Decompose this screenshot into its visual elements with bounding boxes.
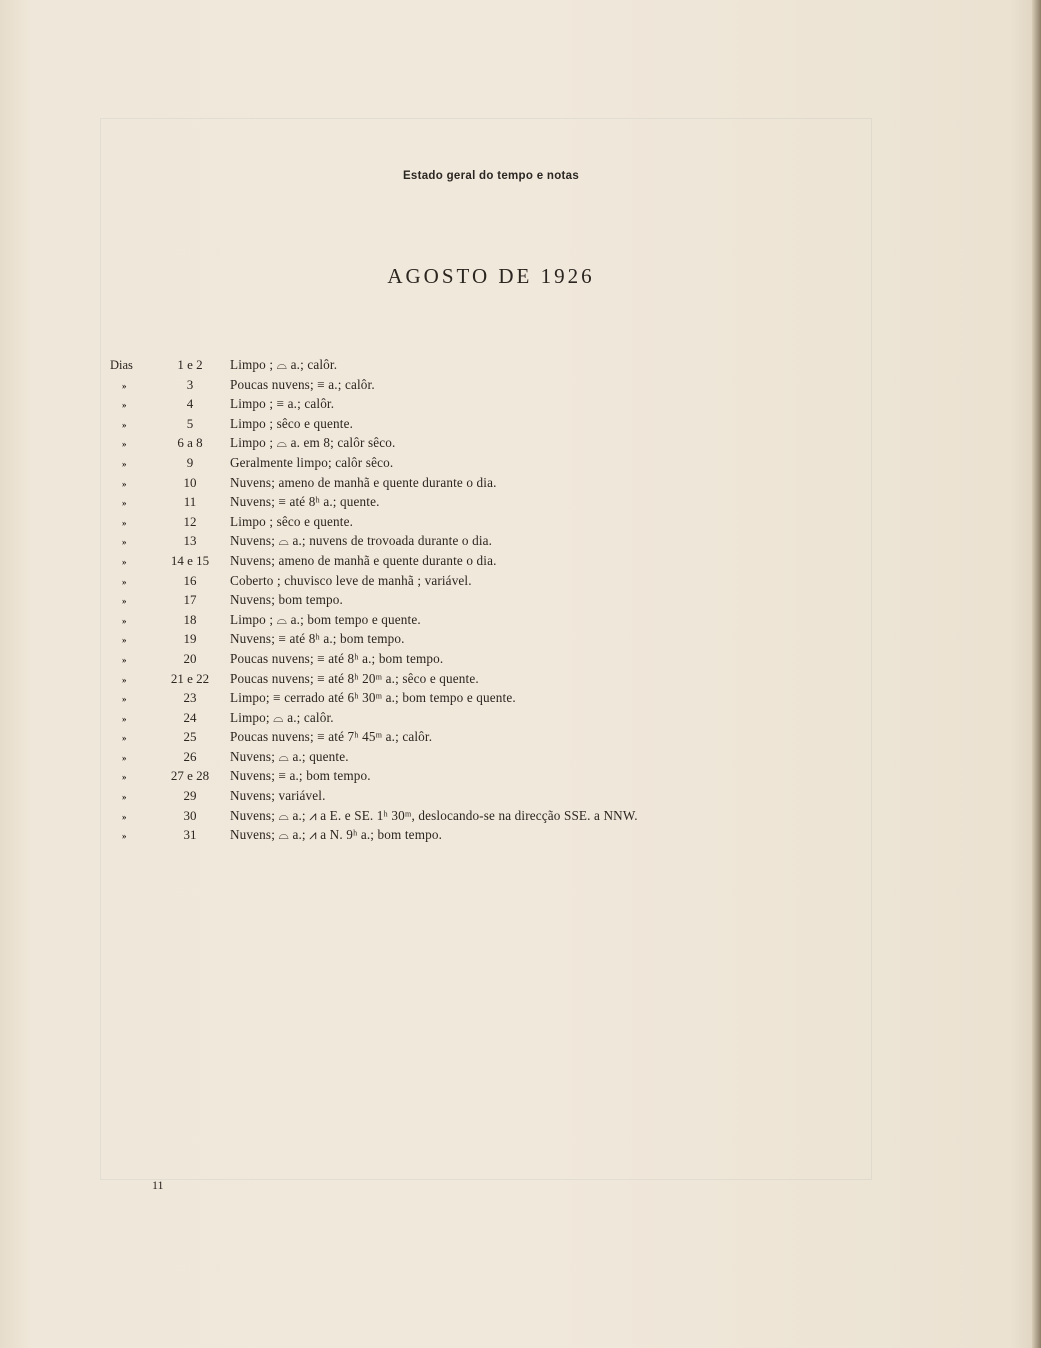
entry-days: 9 [186,454,194,470]
list-item [110,808,810,828]
entry-text: Nuvens; ⌓ a.; ⩘ a E. e SE. 1ʰ 30ᵐ, deslocando-se na direcção SSE. a NNW. [230,807,638,823]
entry-text: Poucas nuvens; ≡ até 8ʰ a.; bom tempo. [230,650,444,666]
list-item [110,690,810,710]
list-item [110,514,810,534]
entry-text: Nuvens; bom tempo. [230,592,343,608]
ditto-mark: » [122,615,127,626]
list-item [110,592,810,612]
entry-text: Geralmente limpo; calôr sêco. [230,454,394,470]
entry-text: Poucas nuvens; ≡ a.; calôr. [230,376,375,392]
entry-text: Nuvens; ≡ a.; bom tempo. [230,768,371,784]
entry-text: Nuvens; ameno de manhã e quente durante o dia. [230,474,497,490]
entry-text: Nuvens; ≡ até 8ʰ a.; quente. [230,494,380,510]
ditto-mark: » [122,517,127,528]
entry-text: Limpo; ⌓ a.; calôr. [230,709,334,725]
entry-days: 25 [183,729,197,745]
list-item [110,788,810,808]
list-item [110,710,810,730]
ditto-mark: » [122,694,127,705]
ditto-mark: » [122,752,127,763]
list-item [110,494,810,514]
entry-days: 18 [183,611,197,627]
entry-days: 30 [183,807,197,823]
entry-text: Limpo ; ⌓ a. em 8; calôr sêco. [230,435,396,451]
entry-days: 21 e 22 [170,670,210,686]
entry-days: 23 [183,690,197,706]
entry-days: 17 [183,592,197,608]
ditto-mark: » [122,556,127,567]
entry-days: 11 [183,494,197,510]
entry-text: Nuvens; ⌓ a.; nuvens de trovoada durante o dia. [230,533,493,549]
ditto-mark: » [122,713,127,724]
list-item [110,768,810,788]
entry-days: 13 [183,533,197,549]
entry-days: 14 e 15 [170,552,210,568]
entry-text: Nuvens; ⌓ a.; ⩘ a N. 9ʰ a.; bom tempo. [230,827,443,843]
list-item [110,357,810,377]
ditto-mark: » [122,831,127,842]
ditto-mark: » [122,654,127,665]
ditto-mark: » [122,596,127,607]
entry-days: 10 [183,474,197,490]
ditto-mark: » [122,674,127,685]
entry-days: 16 [183,572,197,588]
entry-text: Limpo ; ⌓ a.; calôr. [230,357,338,372]
ditto-mark: » [122,400,127,411]
entry-text: Nuvens; ameno de manhã e quente durante o dia. [230,552,497,568]
entry-days: 24 [183,709,197,725]
entry-text: Poucas nuvens; ≡ até 7ʰ 45ᵐ a.; calôr. [230,729,433,745]
list-item [110,435,810,455]
ditto-mark: » [122,498,127,509]
list-item [110,729,810,749]
list-item [110,671,810,691]
entry-days: 5 [186,415,194,431]
entry-days: 19 [183,631,197,647]
list-item [110,612,810,632]
entry-text: Nuvens; ⌓ a.; quente. [230,748,349,764]
page-title: AGOSTO DE 1926 [387,264,595,288]
ditto-mark: » [122,537,127,548]
page-number: 11 [152,1178,164,1192]
list-item [110,553,810,573]
entry-days: 26 [183,748,197,764]
list-item [110,396,810,416]
entry-days: 1 e 2 [177,357,203,372]
entry-days: 31 [183,827,197,843]
entry-days: 3 [186,376,194,392]
list-item [110,631,810,651]
ditto-mark: » [122,772,127,783]
ditto-mark: » [122,478,127,489]
list-item [110,827,810,847]
entry-text: Limpo ; ≡ a.; calôr. [230,396,335,412]
list-item [110,377,810,397]
entry-prefix: Dias [110,358,133,372]
entry-days: 29 [183,788,197,804]
entry-text: Coberto ; chuvisco leve de manhã ; variável. [230,572,472,588]
entry-days: 20 [183,650,197,666]
entry-text: Limpo ; sêco e quente. [230,513,354,529]
running-title: Estado geral do tempo e notas [402,170,580,182]
entry-days: 27 e 28 [170,768,210,784]
entry-text: Nuvens; variável. [230,788,326,804]
list-item [110,651,810,671]
ditto-mark: » [122,733,127,744]
ditto-mark: » [122,439,127,450]
list-item [110,475,810,495]
list-item [110,416,810,436]
entry-days: 6 a 8 [177,435,203,451]
entry-text: Poucas nuvens; ≡ até 8ʰ 20ᵐ a.; sêco e quente. [230,670,479,686]
list-item [110,455,810,475]
entry-days: 4 [186,396,194,412]
ditto-mark: » [122,419,127,430]
entry-text: Limpo ; ⌓ a.; bom tempo e quente. [230,611,421,627]
ditto-mark: » [122,576,127,587]
entry-text: Nuvens; ≡ até 8ʰ a.; bom tempo. [230,631,405,647]
list-item [110,533,810,553]
list-item [110,749,810,769]
entry-text: Limpo; ≡ cerrado até 6ʰ 30ᵐ a.; bom tempo e quente. [230,690,516,706]
entry-text: Limpo ; sêco e quente. [230,415,354,431]
list-item [110,573,810,593]
ditto-mark: » [122,792,127,803]
weather-entries-list [110,357,810,847]
ditto-mark: » [122,811,127,822]
ditto-mark: » [122,380,127,391]
ditto-mark: » [122,635,127,646]
ditto-mark: » [122,458,127,469]
entry-days: 12 [183,513,197,529]
